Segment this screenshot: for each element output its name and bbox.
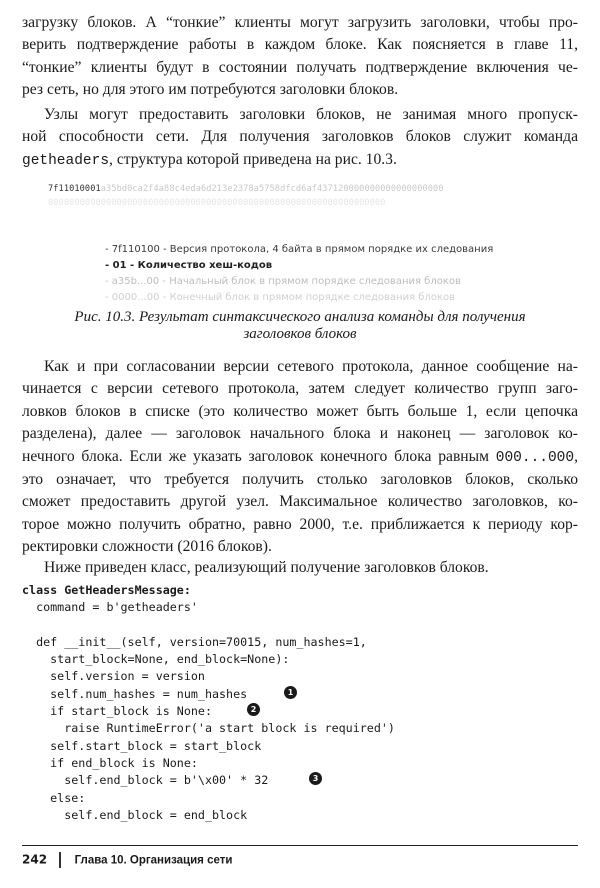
legend-item-end-block: - 0000...00 - Конечный блок в прямом порядке следования блоков [105,292,456,303]
chapter-title: Глава 10. Организация сети [74,854,233,867]
paragraph-3 [22,356,578,559]
code-line: self.end_block = b'\x00' * 32 [22,773,269,788]
text-run: нечного блока. Если же указать заголовок конечного блока равным [22,447,496,465]
inline-code-zeros: 000...000 [495,449,575,466]
text-line [22,104,578,126]
figure-caption [40,309,560,343]
code-line: self.start_block = start_block [22,738,262,753]
text-line [22,149,578,172]
text-line: чинается с версии сетевого протокола, затем следует количество групп заго- [22,380,578,398]
text-line: это означает, что требуется получить столько заголовков блоков, сколько [22,471,578,489]
inline-code-getheaders: getheaders [22,152,110,169]
code-callout-2: 2 [247,703,260,716]
caption-line: заголовков блоков [243,326,357,342]
text-line: ловков блоков в списке (это количество может быть больше 1, если цепочка [22,402,578,420]
text-line [22,557,578,579]
text-line: торое можно получить обратно, равно 2000, т.е. приближается к периоду кор- [22,515,578,533]
code-callout-3: 3 [309,772,322,785]
paragraph-1 [22,12,578,102]
text-line: верить подтверждение работы в каждом блоке. Как поясняется в главе 11, [22,36,578,54]
code-listing [22,582,395,824]
hex-count: 01 [90,184,101,194]
paragraph-4 [22,557,578,579]
footer-rule [22,845,578,846]
hex-rest: a35bd0ca2f4a88c4eda6d213e2378a5758dfcd6af437120000000000000000000 [100,184,444,194]
code-line: raise RuntimeError('a start block is required') [22,721,395,736]
hex-dump-line-2: 0000000000000000000000000000000000000000000000000000000000000000 [48,198,386,208]
code-line: else: [22,790,86,805]
code-line: self.num_hashes = num_hashes [22,686,248,701]
text-line: ной способности сети. Для получения заголовков блоков служит команда [22,128,578,146]
code-line: def __init__(self, version=70015, num_hashes=1, [22,634,367,649]
code-line: self.end_block = end_block [22,807,248,822]
text-line [22,446,578,469]
caption-line: Рис. 10.3. Результат синтаксического анализа команды для получения [74,309,526,325]
figure-legend [105,242,493,306]
paragraph-2 [22,104,578,172]
code-callout-1: 1 [284,686,297,699]
text-run: , структура которой приведена на рис. 10.3. [109,150,397,168]
legend-item-version: - 7f110100 - Версия протокола, 4 байта в прямом порядке их следования [105,244,494,255]
code-line: command = b'getheaders' [22,600,198,615]
text-line: разделена), далее — заголовок начального блока и наконец — заголовок ко- [22,425,578,443]
code-line: start_block=None, end_block=None): [22,652,290,667]
code-line: self.version = version [22,669,205,684]
text-line: загрузку блоков. А “тонкие” клиенты могут загрузить заголовки, чтобы про- [22,14,578,31]
text-line [22,356,578,378]
legend-item-start-block: - a35b...00 - Начальный блок в прямом порядке следования блоков [105,276,461,287]
text-line: ректировки сложности (2016 блоков). [22,538,272,556]
text-run: Узлы могут предоставить заголовки блоков, не занимая много пропуск- [44,106,578,123]
code-line: if end_block is None: [22,755,198,770]
footer-separator [59,852,61,868]
text-run: , [574,447,578,465]
code-line: if start_block is None: [22,704,212,719]
page-footer [22,852,232,868]
text-run: Как и при согласовании версии сетевого протокола, данное сообщение на- [44,358,578,375]
legend-item-count: - 01 - Количество хеш-кодов [105,260,273,271]
page-number: 242 [22,852,48,867]
text-run: Ниже приведен класс, реализующий получение заголовков блоков. [44,559,489,576]
text-line: сможет предоставить другой узел. Максимальное количество заголовков, ко- [22,493,578,511]
hex-dump-line-1 [48,184,444,194]
text-line: “тонкие” клиенты будут в состоянии получать подтверждение включения че- [22,58,578,76]
code-line: class GetHeadersMessage: [22,583,191,597]
text-line: рез сеть, но для этого им потребуются заголовки блоков. [22,81,399,99]
hex-version: 7f110100 [48,184,91,194]
